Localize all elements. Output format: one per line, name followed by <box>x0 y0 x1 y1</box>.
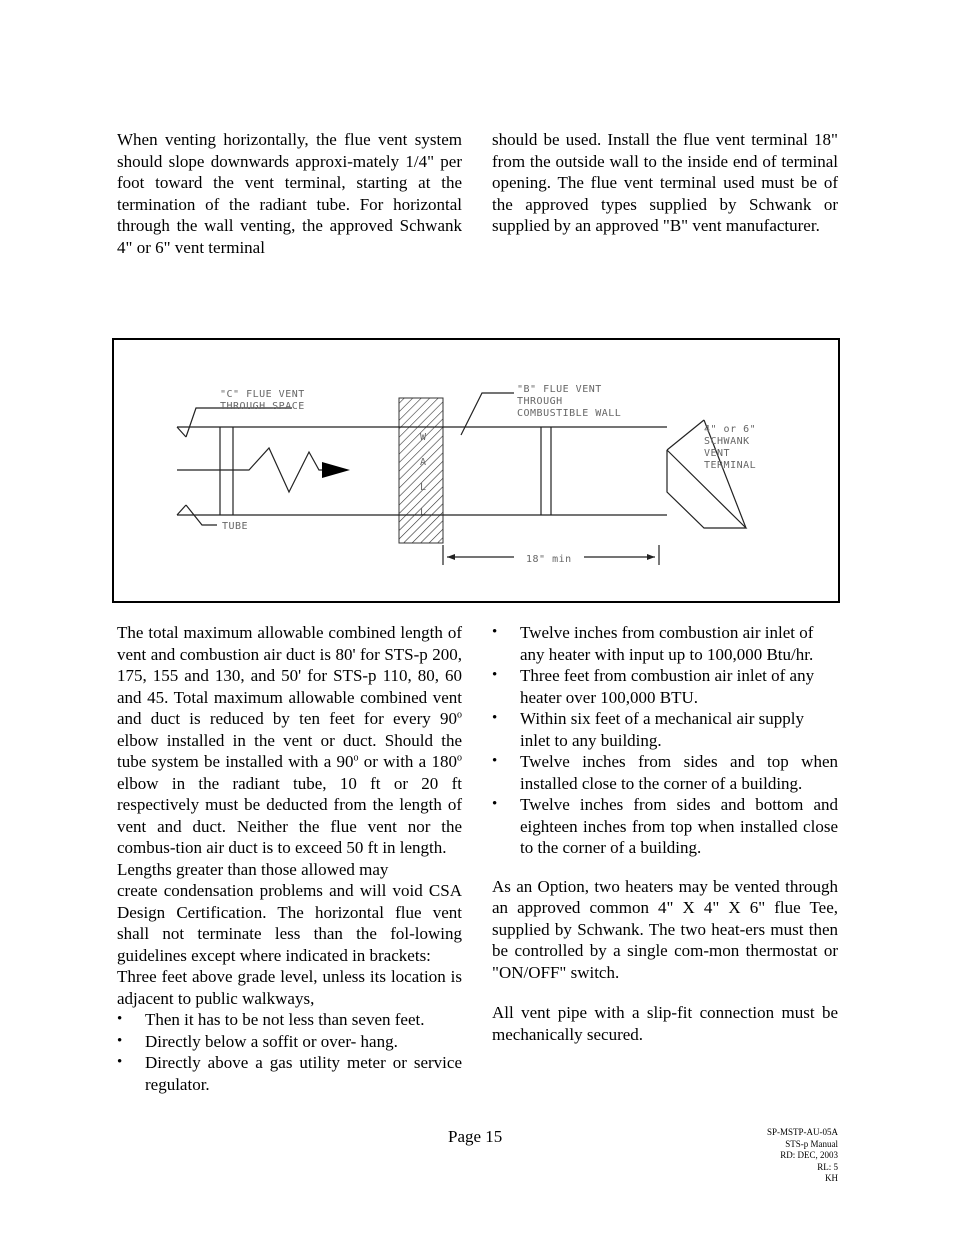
doc-revision: RL: 5 <box>817 1161 838 1172</box>
b-label-leader <box>461 393 514 435</box>
option-paragraph: As an Option, two heaters may be vented through an approved common 4" X 4" X 6" flue Tee, supplied by Schwank. The two heat-ers must then be controlled by a single com-mon thermostat or "ON/OFF" switch. <box>492 876 838 982</box>
b-flue-label-line2: THROUGH <box>517 396 563 407</box>
intro-paragraph-left: When venting horizontally, the flue vent system should slope downwards approxi-mately 1/4" per foot toward the vent terminal, starting at the termination of the radiant tube. For horizontal through the wall venting, the approved Schwank 4" or 6" vent terminal <box>117 130 462 257</box>
list-item: • Three feet from combustion air inlet of any heater over 100,000 BTU. <box>492 665 838 708</box>
termination-list-right <box>492 622 838 859</box>
intro-paragraph-right: should be used. Install the flue vent terminal 18" from the outside wall to the inside end of terminal opening. The flue vent terminal used must be of the approved types supplied by Schwank or supplied by an approved "B" vent manufacturer. <box>492 130 838 235</box>
dim-arrow-left <box>447 554 455 560</box>
list-item: • Then it has to be not less than seven feet. <box>117 1009 462 1031</box>
termination-list-left <box>117 1009 462 1095</box>
wall-letter-l-2: L <box>420 507 427 518</box>
page-number: Page 15 <box>448 1127 503 1146</box>
terminal-label-line3: VENT <box>704 448 731 459</box>
b-flue-label-line3: COMBUSTIBLE WALL <box>517 408 622 419</box>
c-label-leader <box>186 408 292 437</box>
wall-letter-w: W <box>420 432 427 443</box>
condensation-line-1: Lengths greater than those allowed may <box>117 859 389 879</box>
condensation-paragraph: create condensation problems and will void CSA Design Certification. The horizontal flue vent shall not terminate less than the fol-lowing guidelines except where indicated in brackets: <box>117 881 462 965</box>
terminal-label-line1: 4" or 6" <box>704 424 757 435</box>
break-mark-bottom <box>177 505 186 515</box>
vent-length-paragraph: The total maximum allowable combined length of vent and combustion air duct is 80' for STS-p 200, 175, 155 and 130, and 50' for STS-p 110, 80, 60 and 45. Total maximum allowable combined vent and duct is reduced by ten feet for every 90$^o$ elbow installed in the vent or duct. Should the tube system be installed with a 90$^o$ or with a 180$^o$ elbow in the radiant tube, 10 ft or 20 ft respectively must be deducted from the length of vent and duct. Neither the flue vent nor the combus-tion air duct is to exceed 50 ft in length. <box>117 623 462 857</box>
grade-level-paragraph: Three feet above grade level, unless its location is adjacent to public walkways, <box>117 967 462 1008</box>
list-item: • Within six feet of a mechanical air supply inlet to any building. <box>492 708 838 751</box>
b-flue-label-line1: "B" FLUE VENT <box>517 384 602 395</box>
dim-arrow-right <box>647 554 655 560</box>
vent-terminal-edge <box>667 420 704 450</box>
list-item: • Twelve inches from sides and top when installed close to the corner of a building. <box>492 751 838 794</box>
list-item: • Directly above a gas utility meter or service regulator. <box>117 1052 462 1095</box>
doc-date: RD: DEC, 2003 <box>780 1150 838 1160</box>
flue-vent-diagram-drawing <box>114 340 842 605</box>
doc-manual: STS-p Manual <box>785 1138 838 1149</box>
degree-superscript: o <box>457 709 462 721</box>
combustible-wall <box>399 398 443 543</box>
requirements-text-right <box>492 622 838 1045</box>
doc-author: KH <box>825 1173 838 1183</box>
intro-text-left <box>117 129 462 258</box>
degree-superscript: o <box>353 752 359 764</box>
flow-zigzag <box>177 448 322 492</box>
document-metadata <box>767 1127 838 1185</box>
doc-code: SP-MSTP-AU-05A <box>766 1127 838 1137</box>
degree-superscript: o <box>457 752 462 764</box>
dimension-label: 18" min <box>526 554 572 565</box>
slip-fit-paragraph: All vent pipe with a slip-fit connection must be mechanically secured. <box>492 1003 838 1044</box>
requirements-text-left <box>117 622 462 1095</box>
tube-label: TUBE <box>222 521 249 532</box>
terminal-label-line4: TERMINAL <box>704 460 757 471</box>
break-mark-top <box>177 427 186 437</box>
list-item: • Directly below a soffit or over- hang. <box>117 1031 462 1053</box>
c-flue-label-line1: "C" FLUE VENT <box>220 389 305 400</box>
terminal-label-line2: SCHWANK <box>704 436 750 447</box>
flue-vent-diagram <box>112 338 840 603</box>
flow-arrow <box>322 462 350 478</box>
intro-text-right <box>492 129 838 237</box>
wall-letter-l-1: L <box>420 482 427 493</box>
list-item: • Twelve inches from sides and bottom and eighteen inches from top when installed close to the corner of a building. <box>492 794 838 859</box>
wall-letter-a: A <box>420 457 427 468</box>
c-flue-label-line2: THROUGH SPACE <box>220 401 305 412</box>
list-item: • Twelve inches from combustion air inlet of any heater with input up to 100,000 Btu/hr. <box>492 622 838 665</box>
